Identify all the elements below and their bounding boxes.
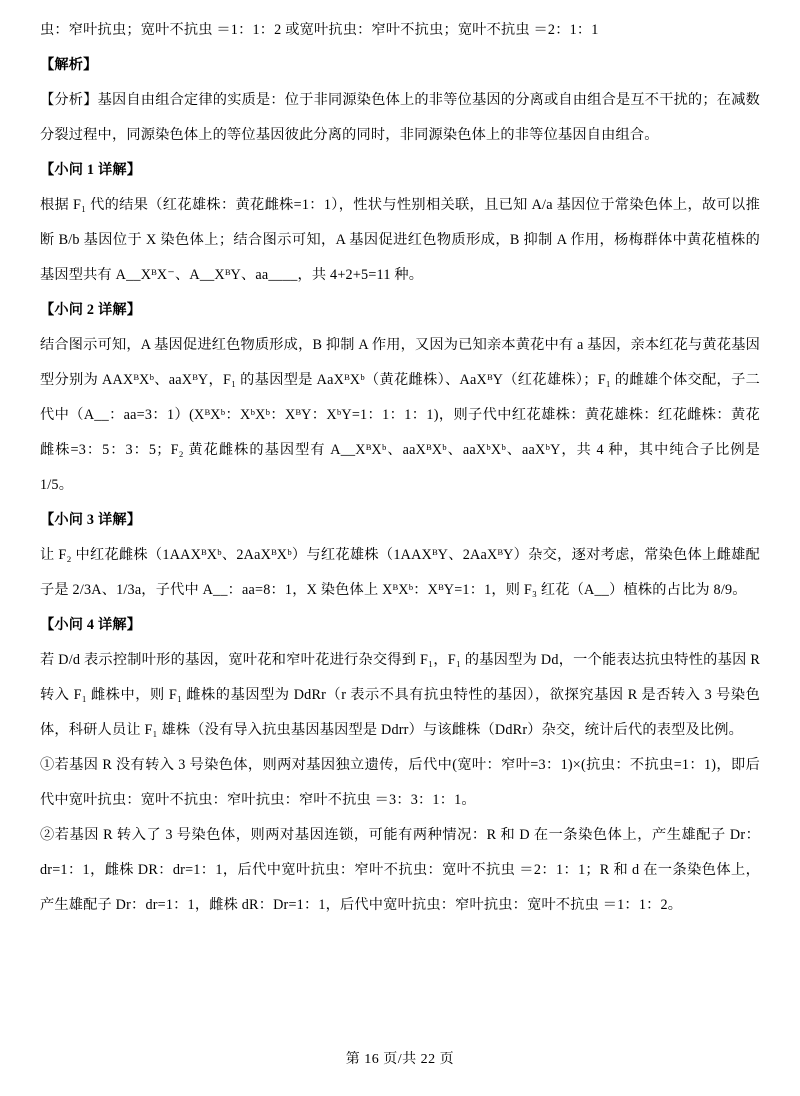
section-heading-q2: 【小问 2 详解】 bbox=[40, 302, 142, 318]
paragraph-q1: 根据 F₁ 代的结果（红花雄株：黄花雌株=1：1），性状与性别相关联，且已知 A/a 基因位于常染色体上，故可以推断 B/b 基因位于 X 染色体上；结合图示可知，A 基因促进红色物质形成，B 抑制 A 作用，杨梅群体中黄花植株的基因型共有 A__XᴮX⁻、A__XᴮY、aa____，共 4+2+5=11 种。 bbox=[40, 197, 760, 283]
section-heading-q3: 【小问 3 详解】 bbox=[40, 512, 142, 528]
paragraph-analysis: 【分析】基因自由组合定律的实质是：位于非同源染色体上的非等位基因的分离或自由组合是互不干扰的；在减数分裂过程中，同源染色体上的等位基因彼此分离的同时，非同源染色体上的非等位基因自由组合。 bbox=[40, 92, 760, 143]
paragraph-q3: 让 F₂ 中红花雌株（1AAXᴮXᵇ、2AaXᴮXᵇ）与红花雄株（1AAXᴮY、2AaXᴮY）杂交，逐对考虑，常染色体上雌雄配子是 2/3A、1/3a，子代中 A__：aa=8：1，X 染色体上 XᴮXᵇ：XᴮY=1：1，则 F₃ 红花（A__）植株的占比为 8/9。 bbox=[40, 547, 760, 598]
paragraph-q4-intro: 若 D/d 表示控制叶形的基因，宽叶花和窄叶花进行杂交得到 F₁，F₁ 的基因型为 Dd，一个能表达抗虫特性的基因 R 转入 F₁ 雌株中，则 F₁ 雌株的基因型为 DdRr（r 表示不具有抗虫特性的基因），欲探究基因 R 是否转入 3 号染色体，科研人员让 F₁ 雄株（没有导入抗虫基因基因型是 Ddrr）与该雌株（DdRr）杂交，统计后代的表型及比例。 bbox=[40, 652, 760, 738]
continued-line: 虫：窄叶抗虫；宽叶不抗虫 ＝1：1：2 或宽叶抗虫：窄叶不抗虫；宽叶不抗虫 ＝2：1：1 bbox=[40, 22, 599, 38]
paragraph-q4-case1: ①若基因 R 没有转入 3 号染色体，则两对基因独立遗传，后代中(宽叶：窄叶=3：1)×(抗虫：不抗虫=1：1)，即后代中宽叶抗虫：宽叶不抗虫：窄叶抗虫：窄叶不抗虫 ＝3：3：1：1。 bbox=[40, 757, 760, 808]
paragraph-q2: 结合图示可知，A 基因促进红色物质形成，B 抑制 A 作用，又因为已知亲本黄花中有 a 基因，亲本红花与黄花基因型分别为 AAXᴮXᵇ、aaXᴮY，F₁ 的基因型是 AaXᴮXᵇ（黄花雌株）、AaXᴮY（红花雄株）；F₁ 的雌雄个体交配，子二代中（A__：aa=3：1）(XᴮXᵇ：XᵇXᵇ：XᴮY：XᵇY=1：1：1：1)，则子代中红花雄株：黄花雄株：红花雌株：黄花雌株=3：5：3：5；F₂ 黄花雌株的基因型有 A__XᴮXᵇ、aaXᴮXᵇ、aaXᵇXᵇ、aaXᵇY，共 4 种，其中纯合子比例是 1/5。 bbox=[40, 337, 760, 493]
section-heading-analysis: 【解析】 bbox=[40, 57, 98, 73]
section-heading-q1: 【小问 1 详解】 bbox=[40, 162, 142, 178]
section-heading-q4: 【小问 4 详解】 bbox=[40, 617, 142, 633]
page-footer: 第 16 页/共 22 页 bbox=[345, 1052, 455, 1067]
paragraph-q4-case2: ②若基因 R 转入了 3 号染色体，则两对基因连锁，可能有两种情况：R 和 D 在一条染色体上，产生雄配子 Dr：dr=1：1，雌株 DR：dr=1：1，后代中宽叶抗虫：窄叶不抗虫：宽叶不抗虫 ＝2：1：1；R 和 d 在一条染色体上，产生雄配子 Dr：dr=1：1，雌株 dR：Dr=1：1，后代中宽叶抗虫：窄叶抗虫：宽叶不抗虫 ＝1：1：2。 bbox=[40, 827, 760, 913]
